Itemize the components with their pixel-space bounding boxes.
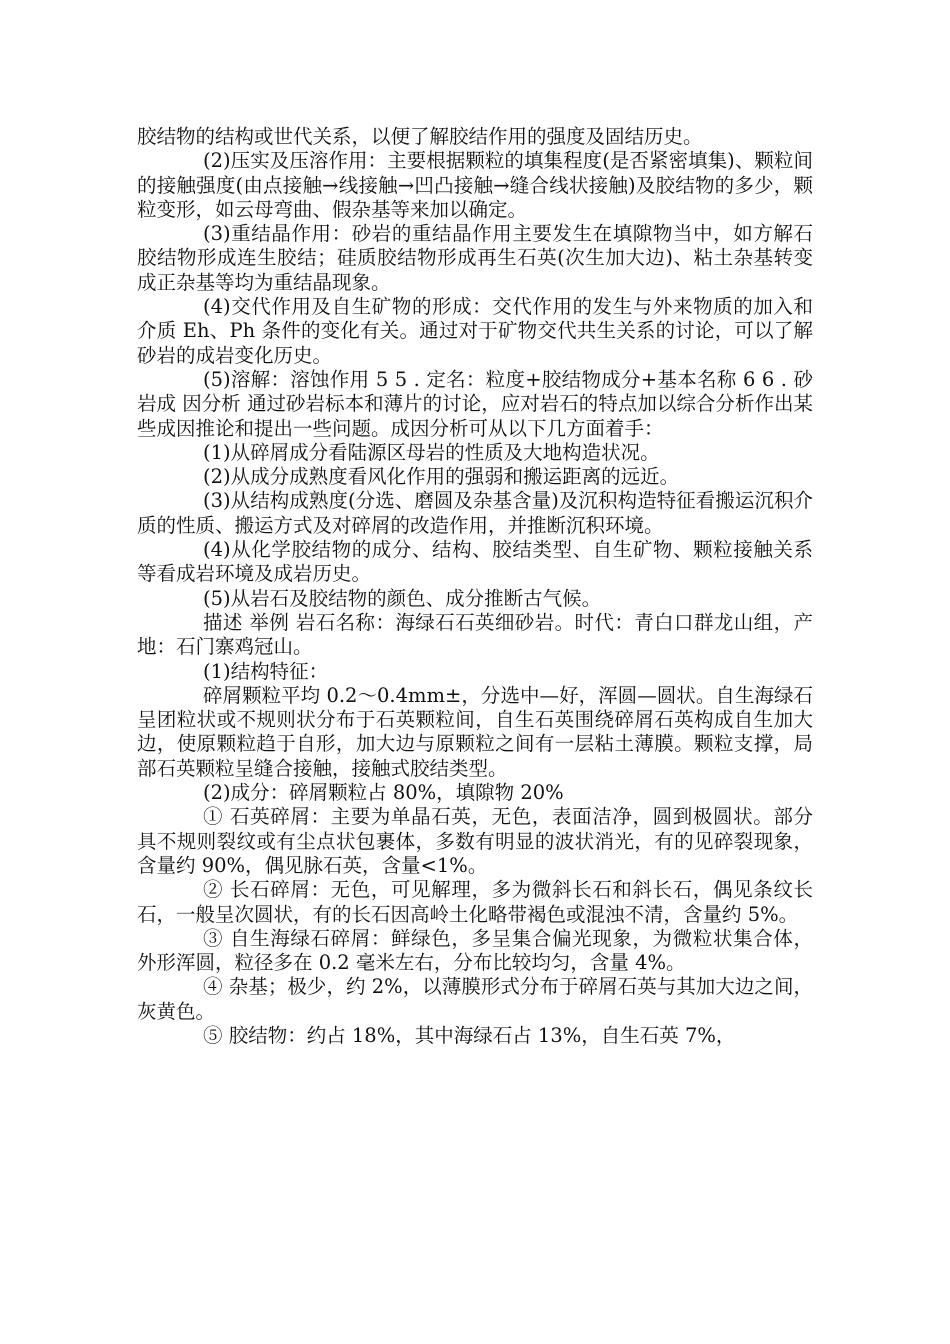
paragraph-quartz-clasts: ① 石英碎屑：主要为单晶石英，无色，表面洁净，圆到极圆状。部分具不规则裂纹或有尘点状包裹体，多数有明显的波状消光，有的见碎裂现象，含量约 90%，偶见脉石英，含量<1%。	[137, 805, 813, 877]
paragraph-structure-description: 碎屑颗粒平均 0.2～0.4mm±，分选中—好，浑圆—圆状。自生海绿石呈团粒状或不规则状分布于石英颗粒间，自生石英围绕碎屑石英构成自生加大边，使原颗粒趋于自形，加大边与原颗粒之间有一层粘土薄膜。颗粒支撑，局部石英颗粒呈缝合接触，接触式胶结类型。	[137, 683, 813, 780]
paragraph-cementation-history: 胶结物的结构或世代关系，以便了解胶结作用的强度及固结历史。	[137, 125, 703, 148]
paragraph-analysis-item-2: (2)从成分成熟度看风化作用的强弱和搬运距离的远近。	[203, 465, 680, 489]
paragraph-feldspar-clasts: ② 长石碎屑：无色，可见解理，多为微斜长石和斜长石，偶见条纹长石，一般呈次圆状，有的长石因高岭土化略带褐色或混浊不清，含量约 5%。	[137, 878, 813, 926]
paragraph-replacement: (4)交代作用及自生矿物的形成：交代作用的发生与外来物质的加入和介质 Eh、Ph 条件的变化有关。通过对于矿物交代共生关系的讨论，可以了解砂岩的成岩变化历史。	[137, 295, 813, 367]
paragraph-cement: ⑤ 胶结物：约占 18%，其中海绿石占 13%，自生石英 7%，	[203, 1023, 736, 1047]
paragraph-matrix: ④ 杂基；极少，约 2%，以薄膜形式分布于碎屑石英与其加大边之间，灰黄色。	[137, 975, 813, 1023]
paragraph-analysis-item-3: (3)从结构成熟度(分选、磨圆及杂基含量)及沉积构造特征看搬运沉积介质的性质、搬运方式及对碎屑的改造作用，并推断沉积环境。	[137, 489, 813, 537]
paragraph-analysis-item-1: (1)从碎屑成分看陆源区母岩的性质及大地构造状况。	[203, 440, 660, 464]
paragraph-example-heading: 描述 举例 岩石名称：海绿石石英细砂岩。时代：青白口群龙山组，产地：石门寨鸡冠山。	[137, 610, 813, 659]
document-body	[137, 125, 813, 1048]
paragraph-recrystallization: (3)重结晶作用：砂岩的重结晶作用主要发生在填隙物当中，如方解石胶结物形成连生胶结；硅质胶结物形成再生石英(次生加大边)、粘土杂基转变成正杂基等均为重结晶现象。	[137, 222, 813, 294]
paragraph-glauconite-clasts: ③ 自生海绿石碎屑：鲜绿色，多呈集合偏光现象，为微粒状集合体，外形浑圆，粒径多在 0.2 毫米左右，分布比较均匀，含量 4%。	[137, 926, 813, 975]
paragraph-analysis-item-4: (4)从化学胶结物的成分、结构、胶结类型、自生矿物、颗粒接触关系等看成岩环境及成岩历史。	[137, 538, 813, 586]
paragraph-structure-heading: (1)结构特征：	[203, 659, 329, 683]
paragraph-dissolution-naming: (5)溶解：溶蚀作用 5 5 . 定名：粒度+胶结物成分+基本名称 6 6 . 砂岩成 因分析 通过砂岩标本和薄片的讨论，应对岩石的特点加以综合分析作出某些成因推论和提出一些问题。成因分析可从以下几方面着手：	[137, 367, 813, 440]
paragraph-analysis-item-5: (5)从岩石及胶结物的颜色、成分推断古气候。	[203, 586, 602, 610]
paragraph-composition-heading: (2)成分：碎屑颗粒占 80%，填隙物 20%	[203, 781, 564, 805]
paragraph-compaction: (2)压实及压溶作用：主要根据颗粒的填集程度(是否紧密填集)、颗粒间的接触强度(由点接触→线接触→凹凸接触→缝合线状接触)及胶结物的多少，颗粒变形，如云母弯曲、假杂基等来加以确定。	[137, 149, 813, 221]
